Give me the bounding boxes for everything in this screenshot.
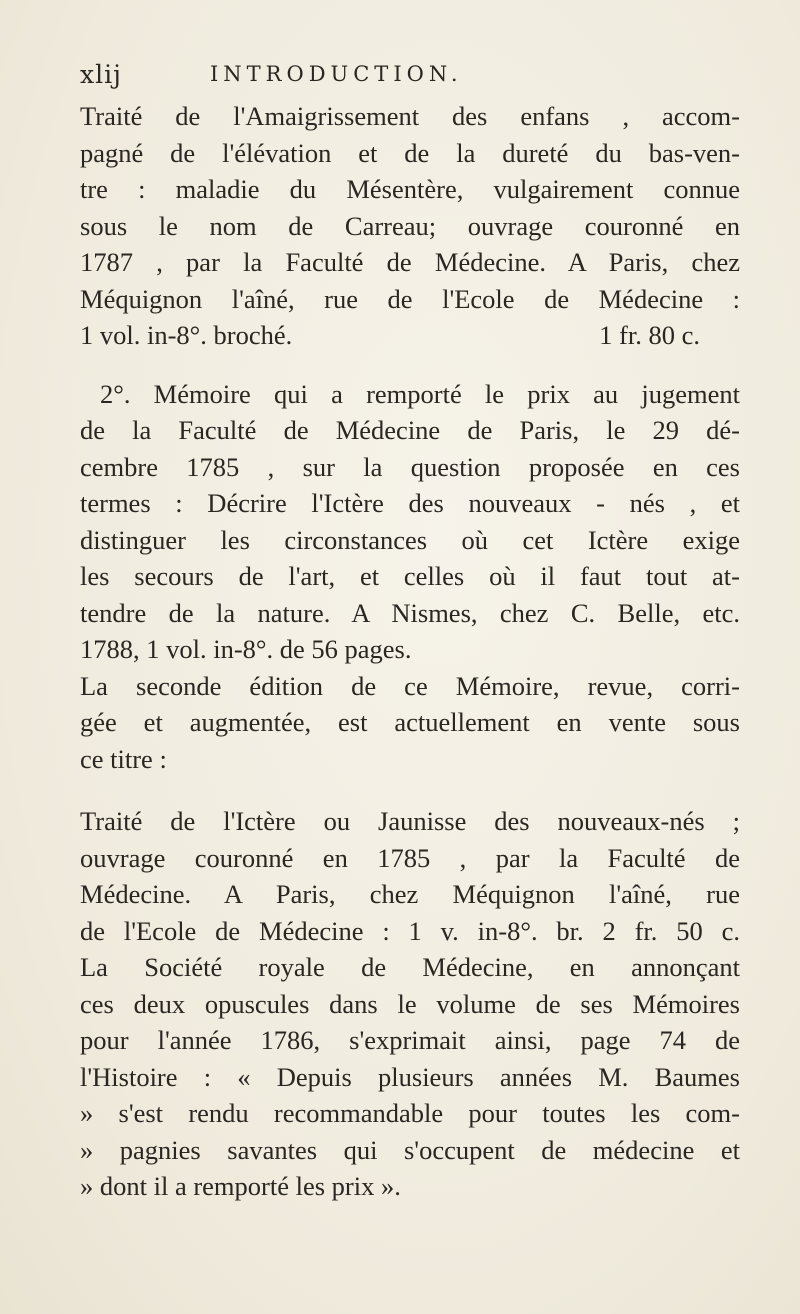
text-line: sous le nom de Carreau; ouvrage couronné en — [80, 210, 740, 241]
text-line: Méquignon l'aîné, rue de l'Ecole de Médecine : — [80, 283, 740, 314]
text-line: Médecine. A Paris, chez Méquignon l'aîné, rue — [80, 879, 740, 909]
entry-societe-royale — [80, 949, 740, 1205]
text-line: 1787 , par la Faculté de Médecine. A Paris, chez — [80, 247, 740, 277]
entry-seconde-edition — [80, 668, 740, 778]
page-number: xlij — [80, 60, 122, 89]
text-line: tendre de la nature. A Nismes, chez C. Belle, etc. — [80, 597, 740, 628]
text-line: gée et augmentée, est actuellement en vente sous — [80, 707, 740, 737]
format-text: 1 vol. in-8°. broché. — [80, 320, 293, 350]
entry-memoire — [80, 376, 740, 668]
text-line: pour l'année 1786, s'exprimait ainsi, page 74 de — [80, 1025, 740, 1055]
text-line: La Société royale de Médecine, en annonçant — [80, 952, 740, 982]
text-line: de l'Ecole de Médecine : 1 v. in-8°. br. 2 fr. 50 c. — [80, 915, 740, 946]
text-line: cembre 1785 , sur la question proposée en ces — [80, 451, 740, 482]
text-line: Traité de l'Amaigrissement des enfans , accom- — [80, 101, 740, 131]
text-line: termes : Décrire l'Ictère des nouveaux - nés , et — [80, 488, 740, 518]
text-line: » dont il a remporté les prix ». — [80, 1171, 401, 1201]
text-line: 1788, 1 vol. in-8°. de 56 pages. — [80, 634, 412, 664]
text-line: » s'est rendu recommandable pour toutes les com- — [80, 1098, 740, 1128]
price-text: 1 fr. 80 c. — [599, 320, 700, 350]
entry-amaigrissement — [80, 98, 740, 354]
text-line: 2°. Mémoire qui a remporté le prix au jugement — [100, 378, 740, 409]
text-line: ces deux opuscules dans le volume de ses Mémoires — [80, 988, 740, 1019]
text-line: Traité de l'Ictère ou Jaunisse des nouveaux-nés ; — [80, 806, 740, 836]
text-line: de la Faculté de Médecine de Paris, le 29 dé- — [80, 415, 740, 445]
text-line: les secours de l'art, et celles où il faut tout at- — [80, 561, 740, 591]
text-line: ouvrage couronné en 1785 , par la Faculté de — [80, 842, 740, 873]
text-line: pagné de l'élévation et de la dureté du bas-ven- — [80, 137, 740, 168]
body-text — [80, 98, 740, 1205]
running-title: INTRODUCTION. — [210, 62, 463, 86]
text-line: l'Histoire : « Depuis plusieurs années M. Baumes — [80, 1061, 740, 1092]
entry-traite-ictere — [80, 803, 740, 949]
text-line: La seconde édition de ce Mémoire, revue, corri- — [80, 670, 740, 701]
text-line: » pagnies savantes qui s'occupent de médecine et — [80, 1134, 740, 1165]
text-line: tre : maladie du Mésentère, vulgairement connue — [80, 174, 740, 204]
text-line: distinguer les circonstances où cet Ictère exige — [80, 524, 740, 555]
text-line-price — [80, 317, 740, 354]
text-line: ce titre : — [80, 743, 167, 774]
